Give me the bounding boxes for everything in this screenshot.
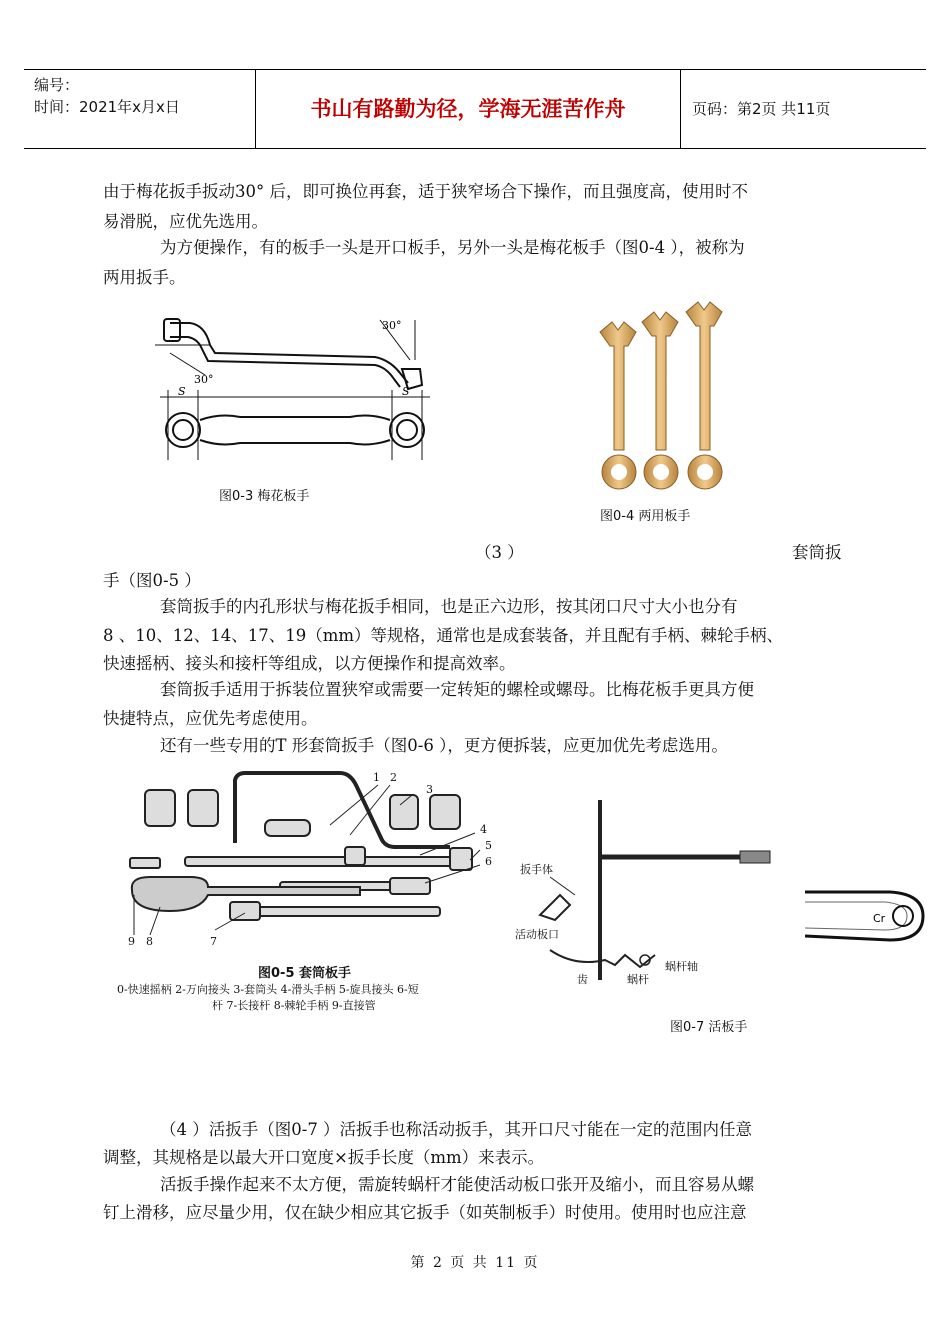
page-header — [24, 69, 926, 149]
part-number: 5 — [485, 839, 492, 852]
number-label: 编号： — [34, 76, 80, 94]
part-number: 3 — [426, 783, 433, 796]
part-number: 4 — [480, 823, 487, 836]
motto: 书山有路勤为径，学海无涯苦作舟 — [256, 70, 681, 148]
figure-legend: 0-快速摇柄 2-万向接头 3-套筒头 4-滑头手柄 5-旋具接头 6-短 — [117, 983, 419, 996]
paragraph-line: 快捷特点，应优先考虑使用。 — [103, 709, 318, 728]
figure-ring-wrench-diagram — [150, 305, 440, 485]
paragraph-line: 8 、10、12、14、17、19（mm）等规格，通常也是成套装备，并且配有手柄、棘轮手柄、 — [103, 626, 784, 645]
paragraph-line: 钉上滑移，应尽量少用，仅在缺少相应其它扳手（如英制板手）时使用。使用时也应注意 — [103, 1203, 747, 1222]
paragraph-line: 调整，其规格是以最大开口宽度×扳手长度（mm）来表示。 — [103, 1148, 545, 1167]
part-label: 蜗杆 — [627, 973, 649, 986]
part-label: 活动板口 — [515, 928, 559, 941]
paragraph-line: 还有一些专用的T 形套筒扳手（图0-6 ），更方便拆装，应更加优先考虑选用。 — [160, 736, 728, 755]
part-number: 1 — [373, 771, 380, 784]
figure-wrench-head-photo — [805, 880, 925, 950]
figure-caption: 图0-3 梅花板手 — [219, 489, 310, 504]
header-meta — [24, 70, 256, 148]
paragraph-line: 套筒扳手适用于拆装位置狭窄或需要一定转矩的螺栓或螺母。比梅花板手更具方便 — [160, 680, 754, 699]
paragraph-line: 易滑脱，应优先选用。 — [103, 212, 268, 231]
page-label: 页码：第2页 共11页 — [692, 100, 831, 118]
size-label-right: S — [402, 385, 410, 398]
part-label: 齿 — [577, 973, 588, 986]
paragraph-line: 活扳手操作起来不太方便，需旋转蜗杆才能使活动板口张开及缩小，而且容易从螺 — [160, 1175, 754, 1194]
angle-label-bottom: 30° — [194, 373, 214, 386]
figure-socket-wrench-set — [120, 765, 515, 960]
paragraph-line: 快速摇柄、接头和接杆等组成，以方便操作和提高效率。 — [103, 654, 516, 673]
section-number: （3 ） — [475, 543, 524, 562]
figure-adjustable-wrench-diagram — [515, 795, 800, 995]
part-number: 8 — [146, 935, 153, 948]
part-number: 9 — [128, 935, 135, 948]
figure-caption: 图0-4 两用板手 — [600, 509, 691, 524]
figure-caption: 图0-5 套筒板手 — [258, 966, 352, 981]
paragraph-line: 两用扳手。 — [103, 268, 186, 287]
figure-caption: 图0-7 活板手 — [670, 1020, 748, 1035]
figure-combination-wrench-photo — [590, 300, 740, 495]
part-number: 2 — [390, 771, 397, 784]
part-number: 6 — [485, 855, 492, 868]
size-label-left: S — [178, 385, 186, 398]
part-number: 7 — [210, 935, 217, 948]
paragraph-line: 由于梅花扳手扳动30° 后，即可换位再套，适于狭窄场合下操作，而且强度高，使用时不 — [103, 182, 748, 201]
paragraph-line: 手（图0-5 ） — [103, 571, 201, 590]
paragraph-line: 套筒扳手的内孔形状与梅花扳手相同，也是正六边形，按其闭口尺寸大小也分有 — [160, 597, 738, 616]
part-label: 蜗杆轴 — [665, 960, 698, 973]
part-label: 扳手体 — [520, 863, 553, 876]
paragraph-line: 为方便操作，有的板手一头是开口板手，另外一头是梅花板手（图0-4 ），被称为 — [160, 238, 745, 257]
brand-mark: Cr — [873, 912, 886, 925]
date-label: 时间：2021年x月x日 — [34, 98, 180, 116]
paragraph-line: （4 ）活扳手（图0-7 ）活扳手也称活动扳手，其开口尺寸能在一定的范围内任意 — [160, 1120, 753, 1139]
angle-label-top: 30° — [382, 319, 402, 332]
page-footer: 第 2 页 共 11 页 — [410, 1255, 540, 1271]
figure-legend: 杆 7-长接杆 8-棘轮手柄 9-直接管 — [212, 999, 376, 1012]
section-title: 套筒扳 — [792, 543, 842, 562]
